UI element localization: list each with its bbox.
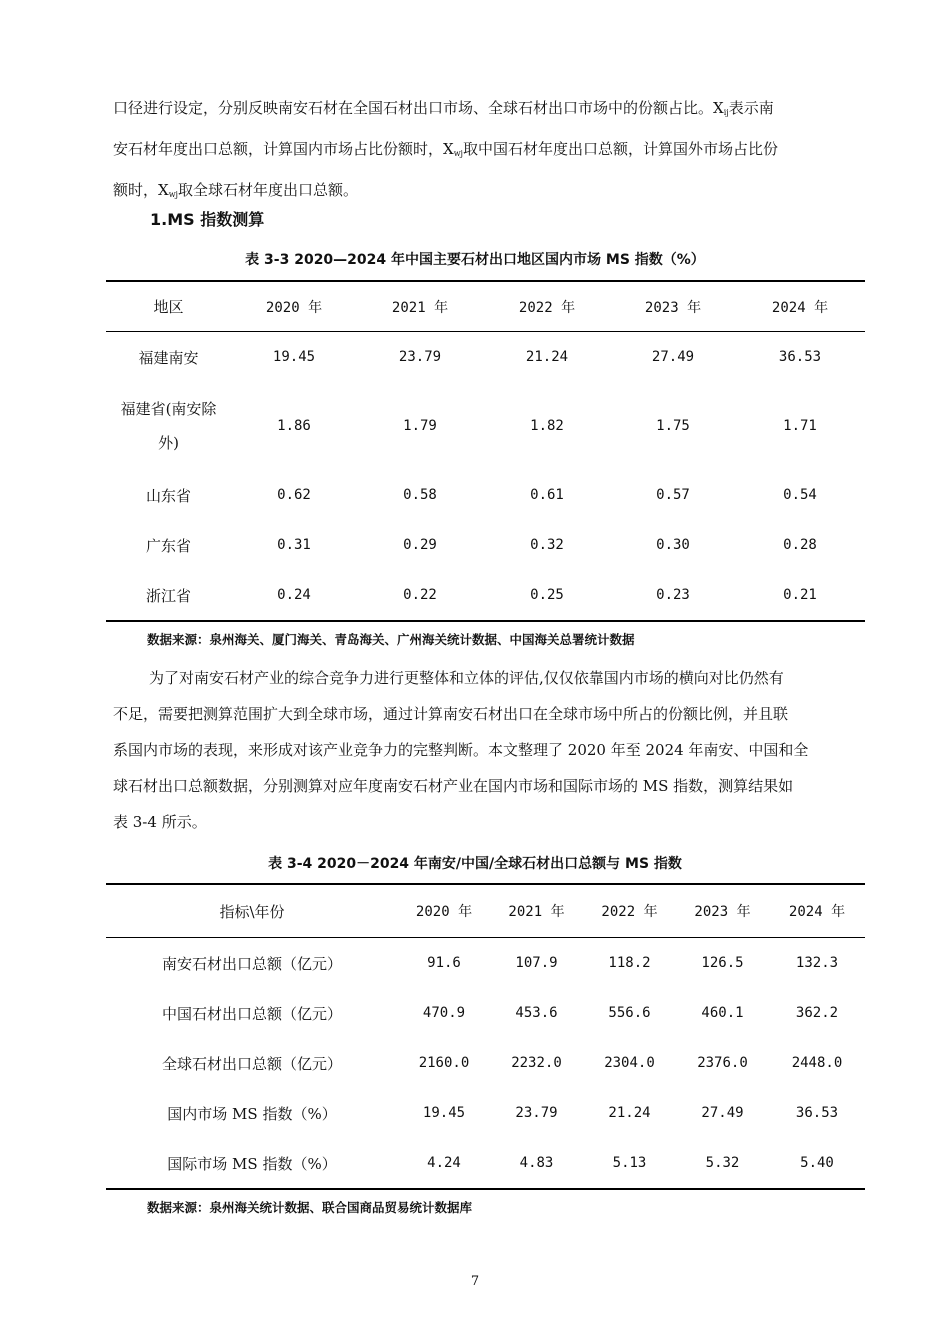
intro-line2-subscript: wj <box>453 149 464 158</box>
table1-header-cell: 2023 年 <box>644 299 702 316</box>
table1-caption: 表 3-3 2020—2024 年中国主要石材出口地区国内市场 MS 指数（%） <box>245 252 705 268</box>
table-cell: 0.61 <box>530 487 564 503</box>
table-cell: 1.86 <box>277 418 311 434</box>
table2 <box>106 883 865 1190</box>
table-row <box>106 520 865 570</box>
table-row <box>106 1038 865 1088</box>
row-label: 中国石材出口总额（亿元） <box>161 1004 342 1023</box>
table1 <box>106 280 865 622</box>
table-cell: 556.6 <box>608 1005 651 1021</box>
table-cell: 2232.0 <box>511 1055 562 1071</box>
table-cell: 132.3 <box>795 955 839 971</box>
intro-line <box>113 90 865 131</box>
intro-line3-tail: 取全球石材年度出口总额。 <box>178 181 359 199</box>
table-cell: 21.24 <box>608 1105 651 1121</box>
table-cell: 0.58 <box>403 487 437 503</box>
table1-header-cell: 地区 <box>153 298 184 316</box>
table-row <box>106 570 865 621</box>
intro-line3-subscript: wj <box>168 190 179 199</box>
table-cell: 0.57 <box>656 487 690 503</box>
table2-header-cell: 2021 年 <box>508 904 565 920</box>
table-row <box>106 938 865 989</box>
table-cell: 362.2 <box>795 1005 839 1021</box>
intro-line2-text: 安石材年度出口总额，计算国内市场占比份额时，X <box>113 140 454 158</box>
table-cell: 0.32 <box>530 537 564 553</box>
table2-header-cell: 2022 年 <box>601 904 658 920</box>
table-cell: 118.2 <box>608 955 651 971</box>
table-cell: 0.21 <box>783 587 817 603</box>
table-row <box>106 1088 865 1138</box>
table-row <box>106 470 865 520</box>
table1-header-row <box>106 281 865 332</box>
table2-header-cell: 2024 年 <box>788 904 846 920</box>
table-cell: 21.24 <box>525 349 569 365</box>
table-cell: 0.31 <box>277 537 311 553</box>
table-cell: 0.25 <box>530 587 564 603</box>
table-row <box>106 1138 865 1189</box>
table1-header-cell: 2021 年 <box>391 299 449 316</box>
table2-header-row <box>106 884 865 938</box>
table-cell: 126.5 <box>701 955 744 971</box>
table2-header-cell: 2023 年 <box>694 904 751 920</box>
row-label: 南安石材出口总额（亿元） <box>161 954 342 973</box>
table2-header-cell: 指标\年份 <box>219 902 285 921</box>
intro-line2-tail: 取中国石材年度出口总额，计算国外市场占比份 <box>463 140 779 158</box>
table-cell: 2448.0 <box>791 1055 843 1071</box>
table-cell: 4.83 <box>519 1155 554 1171</box>
row-label-line1: 福建省(南安除 <box>120 400 217 418</box>
row-label: 全球石材出口总额（亿元） <box>161 1054 342 1073</box>
table-cell: 1.75 <box>656 418 690 434</box>
table2-header-cell: 2020 年 <box>415 904 473 920</box>
table-cell: 4.24 <box>427 1155 461 1171</box>
table-cell: 19.45 <box>422 1105 466 1121</box>
row-label: 国际市场 MS 指数（%） <box>167 1154 337 1173</box>
table-cell: 19.45 <box>272 349 316 365</box>
table1-header-cell: 2024 年 <box>771 299 829 316</box>
table1-header-cell: 2022 年 <box>518 299 576 316</box>
table-cell: 0.24 <box>277 587 311 603</box>
table-cell: 23.79 <box>515 1105 558 1121</box>
intro-line <box>113 131 865 172</box>
table-cell: 0.62 <box>277 487 311 503</box>
table-cell: 1.71 <box>783 418 817 434</box>
paragraph-line: 为了对南安石材产业的综合竞争力进行更整体和立体的评估,仅仅依靠国内市场的横向对比仍然有 <box>149 669 784 687</box>
intro-line1-text: 口径进行设定，分别反映南安石材在全国石材出口市场、全球石材出口市场中的份额占比。X <box>113 99 724 117</box>
table-cell: 1.79 <box>403 418 437 434</box>
paragraph-line: 球石材出口总额数据，分别测算对应年度南安石材产业在国内市场和国际市场的 MS 指数，测算结果如 <box>113 777 794 795</box>
table-cell: 1.82 <box>530 418 564 434</box>
table-cell: 460.1 <box>701 1005 744 1021</box>
row-label: 国内市场 MS 指数（%） <box>167 1104 337 1123</box>
table-cell: 0.30 <box>656 537 690 553</box>
row-label <box>106 382 231 470</box>
table-cell: 23.79 <box>398 349 442 365</box>
table-row <box>106 382 865 470</box>
table-cell: 0.29 <box>403 537 437 553</box>
table-row <box>106 332 865 383</box>
row-label: 福建南安 <box>138 348 199 367</box>
table-cell: 5.32 <box>705 1155 740 1171</box>
table-cell: 2304.0 <box>604 1055 655 1071</box>
table-cell: 5.40 <box>800 1155 834 1171</box>
table-cell: 0.28 <box>783 537 817 553</box>
paragraph-line: 不足，需要把测算范围扩大到全球市场，通过计算南安石材出口在全球市场中所占的份额比例，并且联 <box>113 705 789 723</box>
table-cell: 27.49 <box>651 349 695 365</box>
table-cell: 5.13 <box>612 1155 647 1171</box>
table-cell: 0.54 <box>783 487 817 503</box>
row-label: 山东省 <box>145 486 191 505</box>
table-cell: 470.9 <box>422 1005 466 1021</box>
table1-header-cell: 2020 年 <box>265 299 323 316</box>
table2-caption: 表 3-4 2020－2024 年南安/中国/全球石材出口总额与 MS 指数 <box>268 856 682 872</box>
table-cell: 0.23 <box>656 587 690 603</box>
page-number: 7 <box>470 1274 480 1289</box>
body-paragraph <box>113 660 865 840</box>
table-cell: 2160.0 <box>418 1055 470 1071</box>
table1-source: 数据来源：泉州海关、厦门海关、青岛海关、广州海关统计数据、中国海关总署统计数据 <box>147 632 635 647</box>
paragraph-line: 系国内市场的表现，来形成对该产业竞争力的完整判断。本文整理了 2020 年至 2024 年南安、中国和全 <box>113 741 809 759</box>
intro-line3-text: 额时，X <box>113 181 169 199</box>
intro-line1-tail: 表示南 <box>728 99 774 117</box>
table-cell: 27.49 <box>701 1105 744 1121</box>
table-cell: 91.6 <box>427 955 461 971</box>
table-cell: 2376.0 <box>697 1055 748 1071</box>
table-row <box>106 988 865 1038</box>
row-label: 广东省 <box>145 536 191 555</box>
table2-source: 数据来源：泉州海关统计数据、联合国商品贸易统计数据库 <box>147 1200 473 1215</box>
table-cell: 36.53 <box>795 1105 839 1121</box>
row-label-line2: 外) <box>158 434 179 452</box>
intro-paragraph <box>113 90 865 213</box>
table-cell: 107.9 <box>515 955 558 971</box>
table-cell: 36.53 <box>778 349 822 365</box>
intro-line1-subscript: ij <box>723 108 729 117</box>
table-cell: 0.22 <box>403 587 437 603</box>
table-cell: 453.6 <box>515 1005 558 1021</box>
paragraph-line: 表 3-4 所示。 <box>113 813 207 831</box>
section-heading: 1.MS 指数测算 <box>150 210 265 229</box>
row-label: 浙江省 <box>145 586 191 605</box>
